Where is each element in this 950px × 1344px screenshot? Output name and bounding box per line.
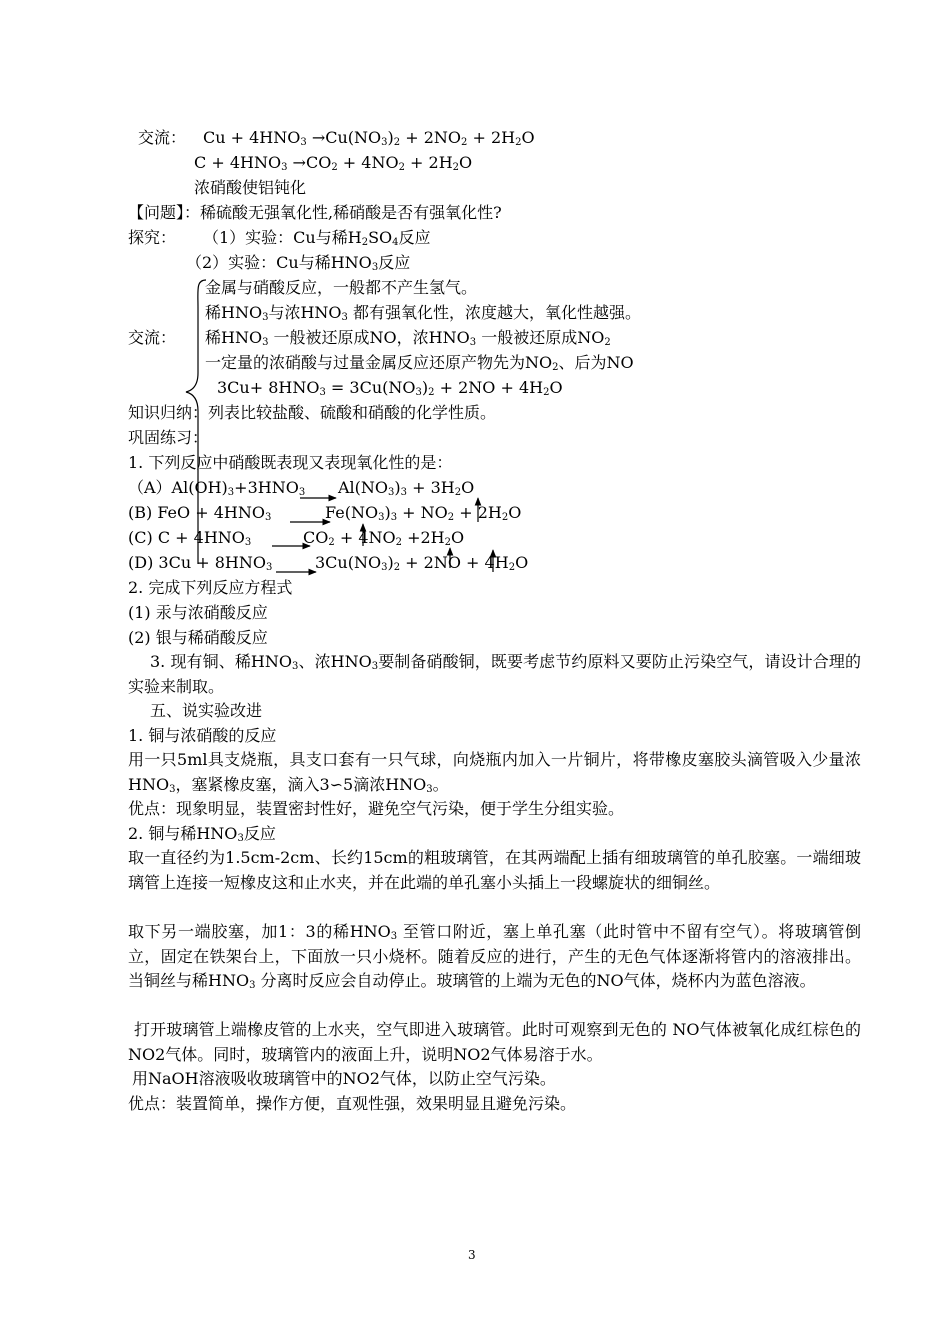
subscript: 2 (604, 337, 611, 348)
option-b-reactants: (B) FeO + $4HNO_3$ (128, 503, 272, 523)
practice-question-2a: (1) 汞与浓硝酸反应 (128, 603, 268, 622)
exchange-label-2: 交流： (128, 328, 177, 347)
subscript: 3 (469, 337, 477, 348)
excess-metal-line: 一定量的浓硝酸与过量金属反应还原产物先为$NO_2$、后为NO (205, 353, 634, 373)
option-b-products: $Fe(NO_3)_3 + NO_2 + 2H_2O$ (325, 503, 522, 523)
subscript: 2 (393, 137, 401, 148)
subscript: 3 (264, 512, 272, 523)
subscript: 3 (341, 312, 348, 323)
section-5-paragraph-1: 用一只5ml具支烧瓶，具支口套有一只气球，向烧瓶内加入一片铜片，将带橡皮塞胶头滴管吸入少量浓$HNO_3$，塞紧橡皮塞，滴入3∽5滴浓$HNO_3$。 (128, 750, 861, 795)
subscript: 3 (262, 337, 269, 348)
subscript: 3 (292, 661, 299, 672)
subscript: 3 (169, 783, 176, 795)
subscript: 3 (378, 512, 385, 523)
subscript: 3 (415, 387, 422, 398)
section-5-heading-2: 2. 铜与稀$HNO_3$反应 (128, 824, 276, 844)
exchange-label-1: 交流： (138, 128, 187, 147)
subscript: 2 (515, 137, 522, 148)
subscript: 3 (244, 537, 252, 548)
subscript: 3 (400, 487, 408, 498)
page-number: 3 (468, 1248, 476, 1262)
section-5-heading-1: 1. 铜与浓硝酸的反应 (128, 726, 277, 745)
advantage-1: 优点：现象明显，装置密封性好，避免空气污染，便于学生分组实验。 (128, 799, 625, 818)
section-5-paragraph-4: 打开玻璃管上端橡皮管的上水夹，空气即进入玻璃管。此时可观察到无色的 NO气体被氧化成红棕色的NO2气体。同时，玻璃管内的液面上升，说明NO2气体易溶于水。 (128, 1020, 861, 1064)
explore-label: 探究： (128, 228, 177, 247)
subscript: 2 (428, 387, 435, 398)
section-5-title: 五、说实验改进 (150, 701, 263, 720)
subscript: 3 (249, 980, 256, 991)
equation-cu-dilute-hno3: $3Cu+ 8HNO_3 = 3Cu(NO_3)_2 + 2NO + 4H_2O$ (217, 378, 563, 398)
option-a-reactants: $(A)Al(OH)_3+3HNO_3$ (128, 478, 306, 498)
summary-line: 知识归纳：列表比较盐酸、硫酸和硝酸的化学性质。 (128, 403, 497, 422)
subscript: 3 (227, 487, 235, 498)
subscript: 2 (454, 487, 462, 498)
subscript: 3 (371, 262, 379, 273)
passivation-note: 浓硝酸使铝钝化 (194, 178, 307, 197)
subscript: 3 (390, 931, 398, 942)
option-c-reactants: (C) $C + 4HNO_3$ (128, 528, 252, 548)
subscript: 2 (552, 362, 559, 373)
subscript: 2 (543, 387, 550, 398)
subscript: 2 (501, 512, 509, 523)
practice-label: 巩固练习： (128, 428, 209, 447)
practice-question-3: 3. 现有铜、稀$HNO_3$、浓$HNO_3$要制备硝酸铜，既要考虑节约原料又要防止污染空气，请设计合理的实验来制取。 (128, 652, 861, 696)
subscript: 3 (381, 137, 388, 148)
subscript: 2 (395, 537, 402, 548)
subscript: 4 (392, 237, 399, 248)
subscript: 2 (398, 162, 405, 173)
subscript: 3 (300, 137, 307, 148)
subscript: 3 (390, 512, 398, 523)
experiment-1: （1）实验：Cu与稀$H_2SO_4$反应 (203, 228, 431, 248)
subscript: 2 (444, 537, 451, 548)
subscript: 3 (298, 487, 306, 498)
subscript: 2 (461, 137, 468, 148)
subscript: 3 (262, 312, 269, 323)
subscript: 2 (508, 562, 516, 573)
subscript: 3 (426, 783, 433, 795)
practice-question-2b: (2) 银与稀硝酸反应 (128, 628, 268, 647)
subscript: 3 (319, 387, 326, 398)
subscript: 3 (388, 487, 395, 498)
subscript: 3 (281, 162, 288, 173)
subscript: 2 (331, 162, 338, 173)
question-line: 【问题】：稀硫酸无强氧化性,稀硝酸是否有强氧化性? (128, 203, 502, 222)
subscript: 2 (361, 237, 369, 248)
reaction-arrows (0, 0, 950, 600)
option-c-products: $CO_2 + 4NO_2 +2H_2O$ (303, 528, 465, 548)
option-d-products: $3Cu(NO_3)_2 + 2NO + 4H_2O$ (315, 553, 529, 573)
option-a-products: $Al(NO_3)_3 + 3H_2O$ (338, 478, 475, 498)
subscript: 3 (371, 661, 379, 672)
conclusion-2: 稀$HNO_3$与浓$HNO_3$ 都有强氧化性，浓度越大，氧化性越强。 (205, 303, 641, 323)
section-5-paragraph-5: 用NaOH溶液吸收玻璃管中的NO2气体，以防止空气污染。 (132, 1069, 556, 1088)
practice-question-2: 2. 完成下列反应方程式 (128, 578, 293, 597)
equation-c-conc-hno3: $C + 4HNO_3 \to CO_2 + 4NO_2 + 2H_2O$ (194, 153, 473, 173)
subscript: 2 (393, 562, 401, 573)
subscript: 2 (447, 512, 455, 523)
practice-question-1: 1. 下列反应中硝酸既表现又表现氧化性的是： (128, 453, 453, 472)
reduction-products-line: 稀$HNO_3$ 一般被还原成NO，浓$HNO_3$ 一般被还原成$NO_2$ (205, 328, 611, 348)
conclusion-1: 金属与硝酸反应，一般都不产生氢气。 (205, 278, 478, 297)
section-5-paragraph-3: 取下另一端胶塞，加1：3的稀$HNO_3$ 至管口附近，塞上单孔塞（此时管中不留有空气）。将玻璃管倒立，固定在铁架台上，下面放一只小烧杯。随着反应的进行，产生的无色气体逐渐将管内的溶液排出。当铜丝与稀$HNO_3$ 分离时反应会自动停止。玻璃管的上端为无色的NO气体，烧杯内为蓝色溶液。 (128, 922, 861, 991)
experiment-2: （2）实验：Cu与稀$HNO_3$反应 (186, 253, 411, 273)
subscript: 3 (381, 562, 388, 573)
option-d-reactants: (D) $3Cu + 8HNO_3$ (128, 553, 273, 573)
advantage-2: 优点：装置简单，操作方便，直观性强，效果明显且避免污染。 (128, 1094, 577, 1113)
subscript: 3 (237, 833, 244, 844)
equation-cu-conc-hno3: $Cu + 4HNO_3 \to Cu(NO_3)_2 + 2NO_2 + 2H_2O$ (203, 128, 535, 148)
subscript: 3 (265, 562, 273, 573)
subscript: 2 (328, 537, 335, 548)
subscript: 2 (452, 162, 460, 173)
section-5-paragraph-2: 取一直径约为1.5cm-2cm、长约15cm的粗玻璃管，在其两端配上插有细玻璃管的单孔胶塞。一端细玻璃管上连接一短橡皮这和止水夹，并在此端的单孔塞小头插上一段螺旋状的细铜丝。 (128, 848, 861, 892)
